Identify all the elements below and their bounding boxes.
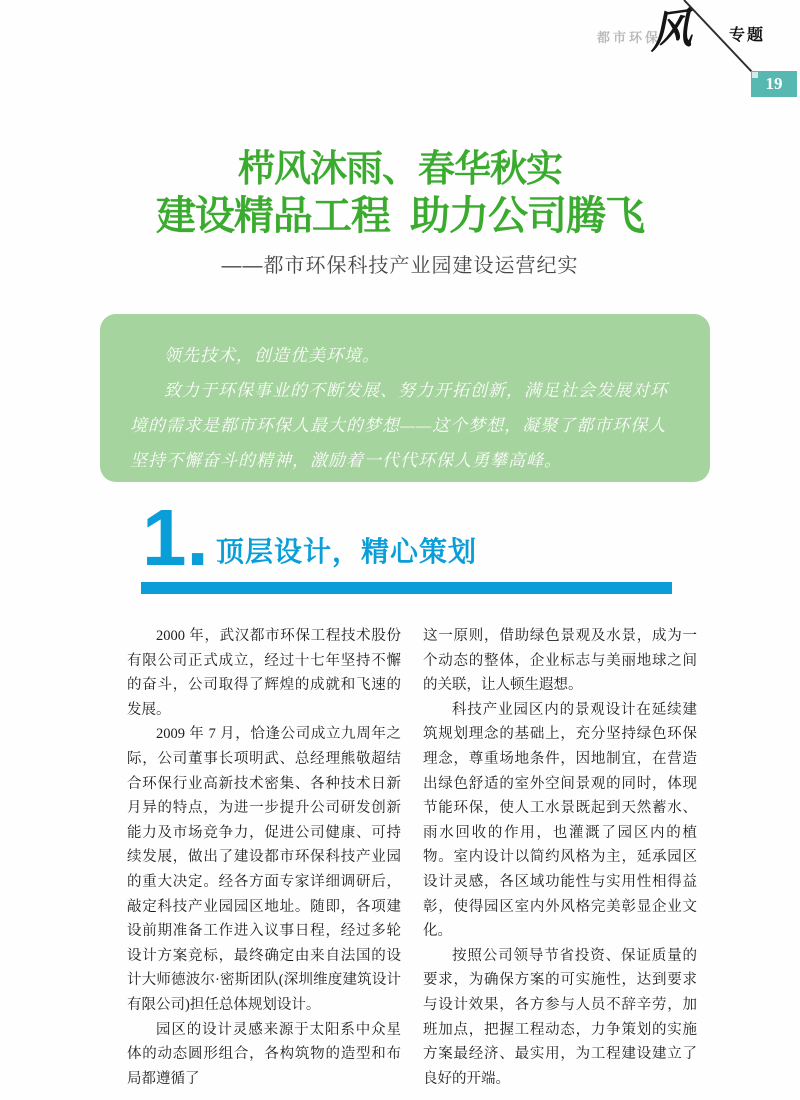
article-title-line1: 栉风沐雨、春华秋实 [238,148,562,189]
body-paragraph: 2009 年 7 月，恰逢公司成立九周年之际，公司董事长项明武、总经理熊敬超结合环保行业高新技术密集、各种技术日新月异的特点，为进一步提升公司研发创新能力及市场竞争力，促进公司健康、可持续发展，做出了建设都市环保科技产业园的重大决定。经各方面专家详细调研后，敲定科技产业园园区地址。随即，各项建设前期准备工作进入议事日程，经过多轮设计方案竞标，最终确定由来自法国的设计大师德波尔·密斯团队(深圳维度建筑设计有限公司)担任总体规划设计。 [127,726,401,1013]
page-number: 19 [765,74,783,93]
section-number: 1. [142,493,209,582]
badge-notch [752,72,758,78]
brand-calligraphy-icon: 风 [649,2,693,59]
article-right-column [423,624,697,1091]
intro-paragraph: 领先技术，创造优美环境。 [164,346,380,365]
article-body [127,624,697,1091]
body-paragraph: 2000 年，武汉都市环保工程技术股份有限公司正式成立，经过十七年坚持不懈的奋斗，公司取得了辉煌的成就和飞速的发展。 [127,628,401,718]
magazine-brand-text: 都市环保 [597,30,662,45]
article-title-line2: 建设精品工程 助力公司腾飞 [155,194,645,239]
page-number-badge [751,71,797,97]
intro-paragraph: 致力于环保事业的不断发展、努力开拓创新，满足社会发展对环境的需求是都市环保人最大的梦想——这个梦想，凝聚了都市环保人坚持不懈奋斗的精神，激励着一代代环保人勇攀高峰。 [130,381,668,470]
body-paragraph: 园区的设计灵感来源于太阳系中众星体的动态圆形组合，各构筑物的造型和布局都遵循了 [127,1021,401,1087]
intro-callout-box [100,314,710,482]
article-title-block [0,146,800,278]
section-underline-bar [141,582,672,594]
section-tab-label: 专题 [729,27,766,44]
body-paragraph: 科技产业园区内的景观设计在延续建筑规划理念的基础上，充分坚持绿色环保理念，尊重场地条件，因地制宜，在营造出绿色舒适的室外空间景观的同时，体现节能环保，使人工水景既起到天然蓄水、雨水回收的作用，也灌溉了园区内的植物。室内设计以简约风格为主，延承园区设计灵感，各区域功能性与实用性相得益彰，使得园区室内外风格完美彰显企业文化。 [423,701,697,940]
article-left-column [127,624,401,1091]
body-paragraph: 这一原则，借助绿色景观及水景，成为一个动态的整体，企业标志与美丽地球之间的关联，让人顿生遐想。 [423,628,697,694]
body-paragraph: 按照公司领导节省投资、保证质量的要求，为确保方案的可实施性，达到要求与设计效果，各方参与人员不辞辛劳，加班加点，把握工程动态，力争策划的实施方案最经济、最实用，为工程建设建立了良好的开端。 [423,947,697,1087]
section-title: 顶层设计，精心策划 [216,536,478,567]
article-subtitle: ——都市环保科技产业园建设运营纪实 [221,255,579,278]
